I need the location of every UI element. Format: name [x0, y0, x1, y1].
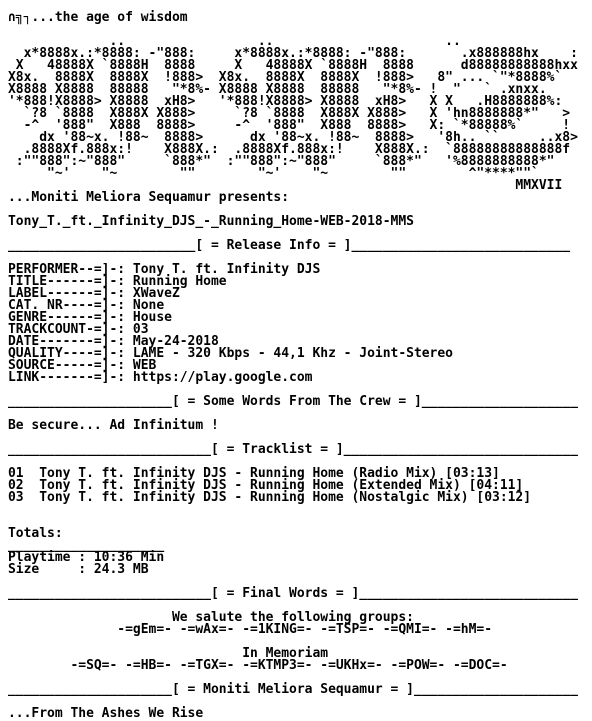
intro-line: ∩╗┐...the age of wisdom: [8, 10, 188, 25]
ascii-art-line: X 48888X `8888H 8888 X 48888X `8888H 8888 d88888888888hxx: [8, 58, 578, 73]
salute-heading: We salute the following groups:: [8, 610, 414, 625]
release-info-row: LINK-------=]-: https://play.google.com: [8, 370, 313, 385]
totals-rule: ____________________: [8, 538, 165, 553]
section-header-release-info: ________________________[ = Release Info = ]____________________________: [8, 238, 571, 253]
release-info-row: TITLE------=]-: Running Home: [8, 274, 227, 289]
track-row: 01 Tony T. ft. Infinity DJS - Running Home (Radio Mix) [03:13]: [8, 466, 500, 481]
release-info-row: CAT. NR----=]-: None: [8, 298, 165, 313]
ascii-art-line: :""888":~"888" `888*" :""888":~"888" `888*" '%8888888888*": [8, 154, 555, 169]
release-info-row: PERFORMER--=]-: Tony T. ft. Infinity DJS: [8, 262, 321, 277]
ascii-art-line: -^ '888" X888 8888> -^ '888" X888 8888> X: `*88888%` !: [8, 118, 571, 133]
ascii-art-line: x*8888x.:*8888: -"888: x*8888x.:*8888: -"888: .x888888hx :: [8, 46, 578, 61]
ascii-art-line: .. .. ..: [8, 34, 461, 49]
closing-line: ...From The Ashes We Rise: [8, 706, 204, 721]
ascii-art-line: .8888Xf.888x:! X888X.: .8888Xf.888x:! X888X.: `88888888888888f: [8, 142, 571, 157]
release-info-row: QUALITY----=]-: LAME - 320 Kbps - 44,1 Khz - Joint-Stereo: [8, 346, 453, 361]
ascii-art-year: MMXVII: [8, 178, 563, 193]
section-header-tracklist: __________________________[ = Tracklist = ]______________________________: [8, 442, 578, 457]
release-info-row: GENRE------=]-: House: [8, 310, 172, 325]
release-name: Tony_T._ft._Infinity_DJS_-_Running_Home-WEB-2018-MMS: [8, 214, 414, 229]
crew-words: Be secure... Ad Infinitum !: [8, 418, 219, 433]
memoriam-groups: -=SQ=- -=HB=- -=TGX=- -=KTMP3=- -=UKHx=- -=POW=- -=DOC=-: [8, 658, 508, 673]
totals-row: Size : 24.3 MB: [8, 562, 149, 577]
ascii-art-line: "~' "~ "" "~' "~ "" ^"****""`: [8, 166, 539, 181]
blank-line: [8, 516, 578, 528]
section-header-crew: _____________________[ = Some Words From The Crew = ]____________________: [8, 394, 578, 409]
section-header-mms: _____________________[ = Moniti Meliora Sequamur = ]_____________________: [8, 682, 578, 697]
ascii-art-line: X8x. 8888X 8888X !888> X8x. 8888X 8888X !888> 8" ... `"*8888%`: [8, 70, 563, 85]
ascii-art-line: `?8 `8888 X888X X888> `?8 `8888 X888X X888> X 'hn8888888*" >: [8, 106, 571, 121]
release-info-row: TRACKCOUNT-=]-: 03: [8, 322, 149, 337]
ascii-art-line: X8888 X8888 88888 "*8%- X8888 X8888 88888 "*8%- ! " ` .xnxx.: [8, 82, 547, 97]
memoriam-heading: In Memoriam: [8, 646, 329, 661]
salute-groups: -=gEm=- -=wAx=- -=1KING=- -=TSP=- -=QMI=- -=hM=-: [8, 622, 493, 637]
totals-label: Totals:: [8, 526, 63, 541]
totals-row: Playtime : 10:36 Min: [8, 550, 165, 565]
blank-line: [8, 504, 578, 516]
presenter-line: ...Moniti Meliora Sequamur presents:: [8, 190, 290, 205]
track-row: 03 Tony T. ft. Infinity DJS - Running Home (Nostalgic Mix) [03:12]: [8, 490, 532, 505]
ascii-art-line: '*888!X8888> X8888 xH8> '*888!X8888> X8888 xH8> X X .H8888888%:: [8, 94, 563, 109]
release-info-row: DATE-------=]-: May-24-2018: [8, 334, 219, 349]
section-header-final-words: __________________________[ = Final Words = ]____________________________: [8, 586, 578, 601]
release-info-row: LABEL------=]-: XWaveZ: [8, 286, 180, 301]
track-row: 02 Tony T. ft. Infinity DJS - Running Home (Extended Mix) [04:11]: [8, 478, 524, 493]
nfo-text: [8, 12, 578, 720]
ascii-art-line: dx '88~x. !88~ 8888> dx '88~x. !88~ 8888> '8h.. `` ..x8>: [8, 130, 578, 145]
release-info-row: SOURCE-----=]-: WEB: [8, 358, 157, 373]
